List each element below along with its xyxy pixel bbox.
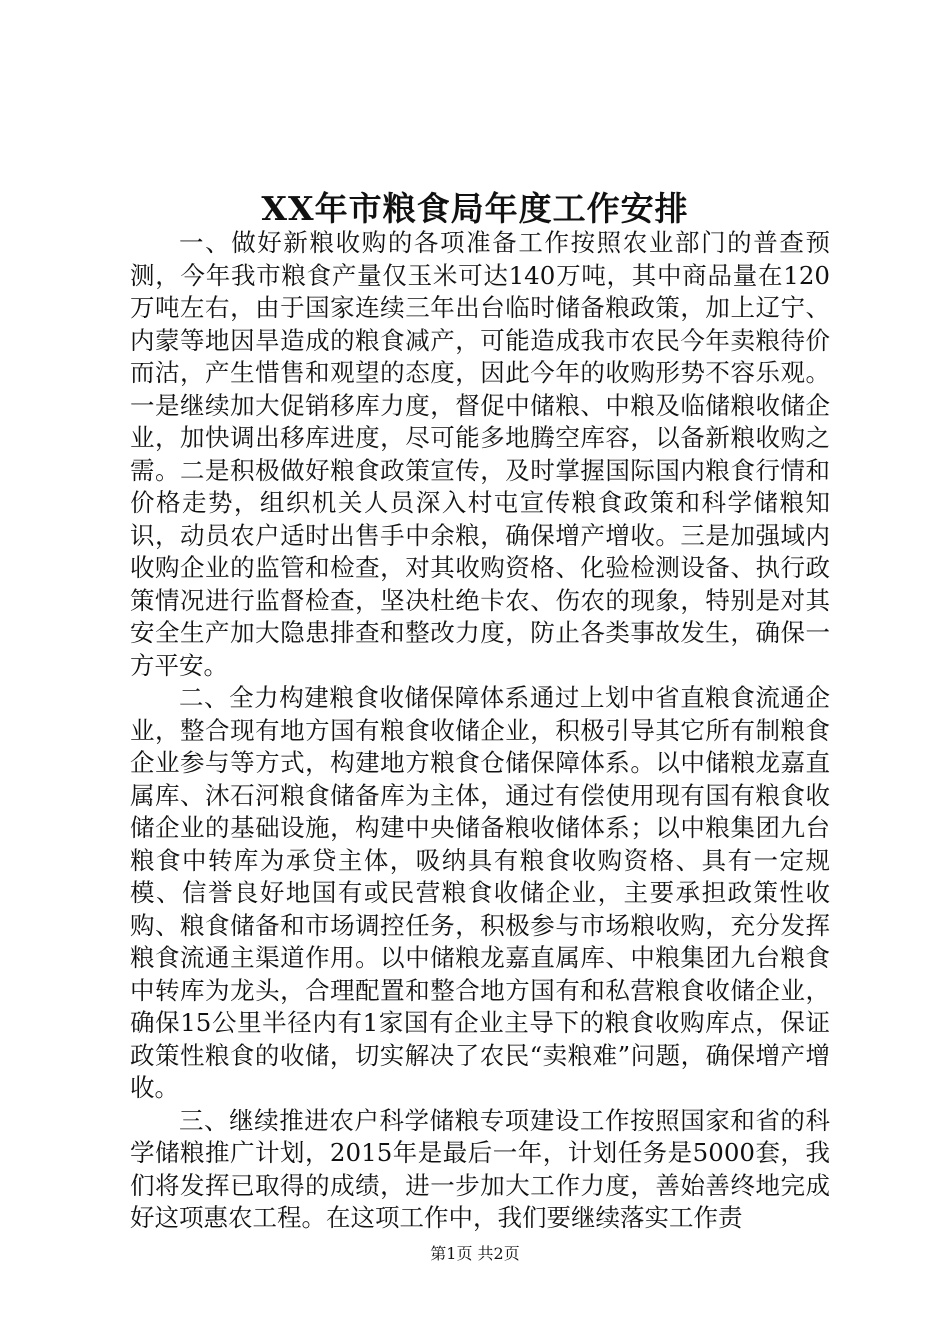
paragraph-2: 二、全力构建粮食收储保障体系通过上划中省直粮食流通企业，整合现有地方国有粮食收储企业，积极引导其它所有制粮食企业参与等方式，构建地方粮食仓储保障体系。以中储粮龙嘉直属库、沐石河粮食储备库为主体，通过有偿使用现有国有粮食收储企业的基础设施，构建中央储备粮收储体系；以中粮集团九台粮食中转库为承贷主体，吸纳具有粮食收购资格、具有一定规模、信誉良好地国有或民营粮食收储企业，主要承担政策性收购、粮食储备和市场调控任务，积极参与市场粮收购，充分发挥粮食流通主渠道作用。以中储粮龙嘉直属库、中粮集团九台粮食中转库为龙头，合理配置和整合地方国有和私营粮食收储企业，确保15公里半径内有1家国有企业主导下的粮食收购库点，保证政策性粮食的收储，切实解决了农民“卖粮难”问题，确保增产增收。 <box>130 683 830 1102</box>
document-title: XX年市粮食局年度工作安排 <box>261 189 689 228</box>
document-body <box>130 227 830 1235</box>
paragraph-1: 一、做好新粮收购的各项准备工作按照农业部门的普查预测，今年我市粮食产量仅玉米可达140万吨，其中商品量在120万吨左右，由于国家连续三年出台临时储备粮政策，加上辽宁、内蒙等地因旱造成的粮食减产，可能造成我市农民今年卖粮待价而沽，产生惜售和观望的态度，因此今年的收购形势不容乐观。一是继续加大促销移库力度，督促中储粮、中粮及临储粮收储企业，加快调出移库进度，尽可能多地腾空库容，以备新粮收购之需。二是积极做好粮食政策宣传，及时掌握国际国内粮食行情和价格走势，组织机关人员深入村屯宣传粮食政策和科学储粮知识，动员农户适时出售手中余粮，确保增产增收。三是加强域内收购企业的监管和检查，对其收购资格、化验检测设备、执行政策情况进行监督检查，坚决杜绝卡农、伤农的现象，特别是对其安全生产加大隐患排查和整改力度，防止各类事故发生，确保一方平安。 <box>130 228 830 680</box>
page-number-footer: 第1页 共2页 <box>430 1244 520 1263</box>
paragraph-3: 三、继续推进农户科学储粮专项建设工作按照国家和省的科学储粮推广计划，2015年是最后一年，计划任务是5000套，我们将发挥已取得的成绩，进一步加大工作力度，善始善终地完成好这项惠农工程。在这项工作中，我们要继续落实工作责 <box>130 1105 830 1232</box>
